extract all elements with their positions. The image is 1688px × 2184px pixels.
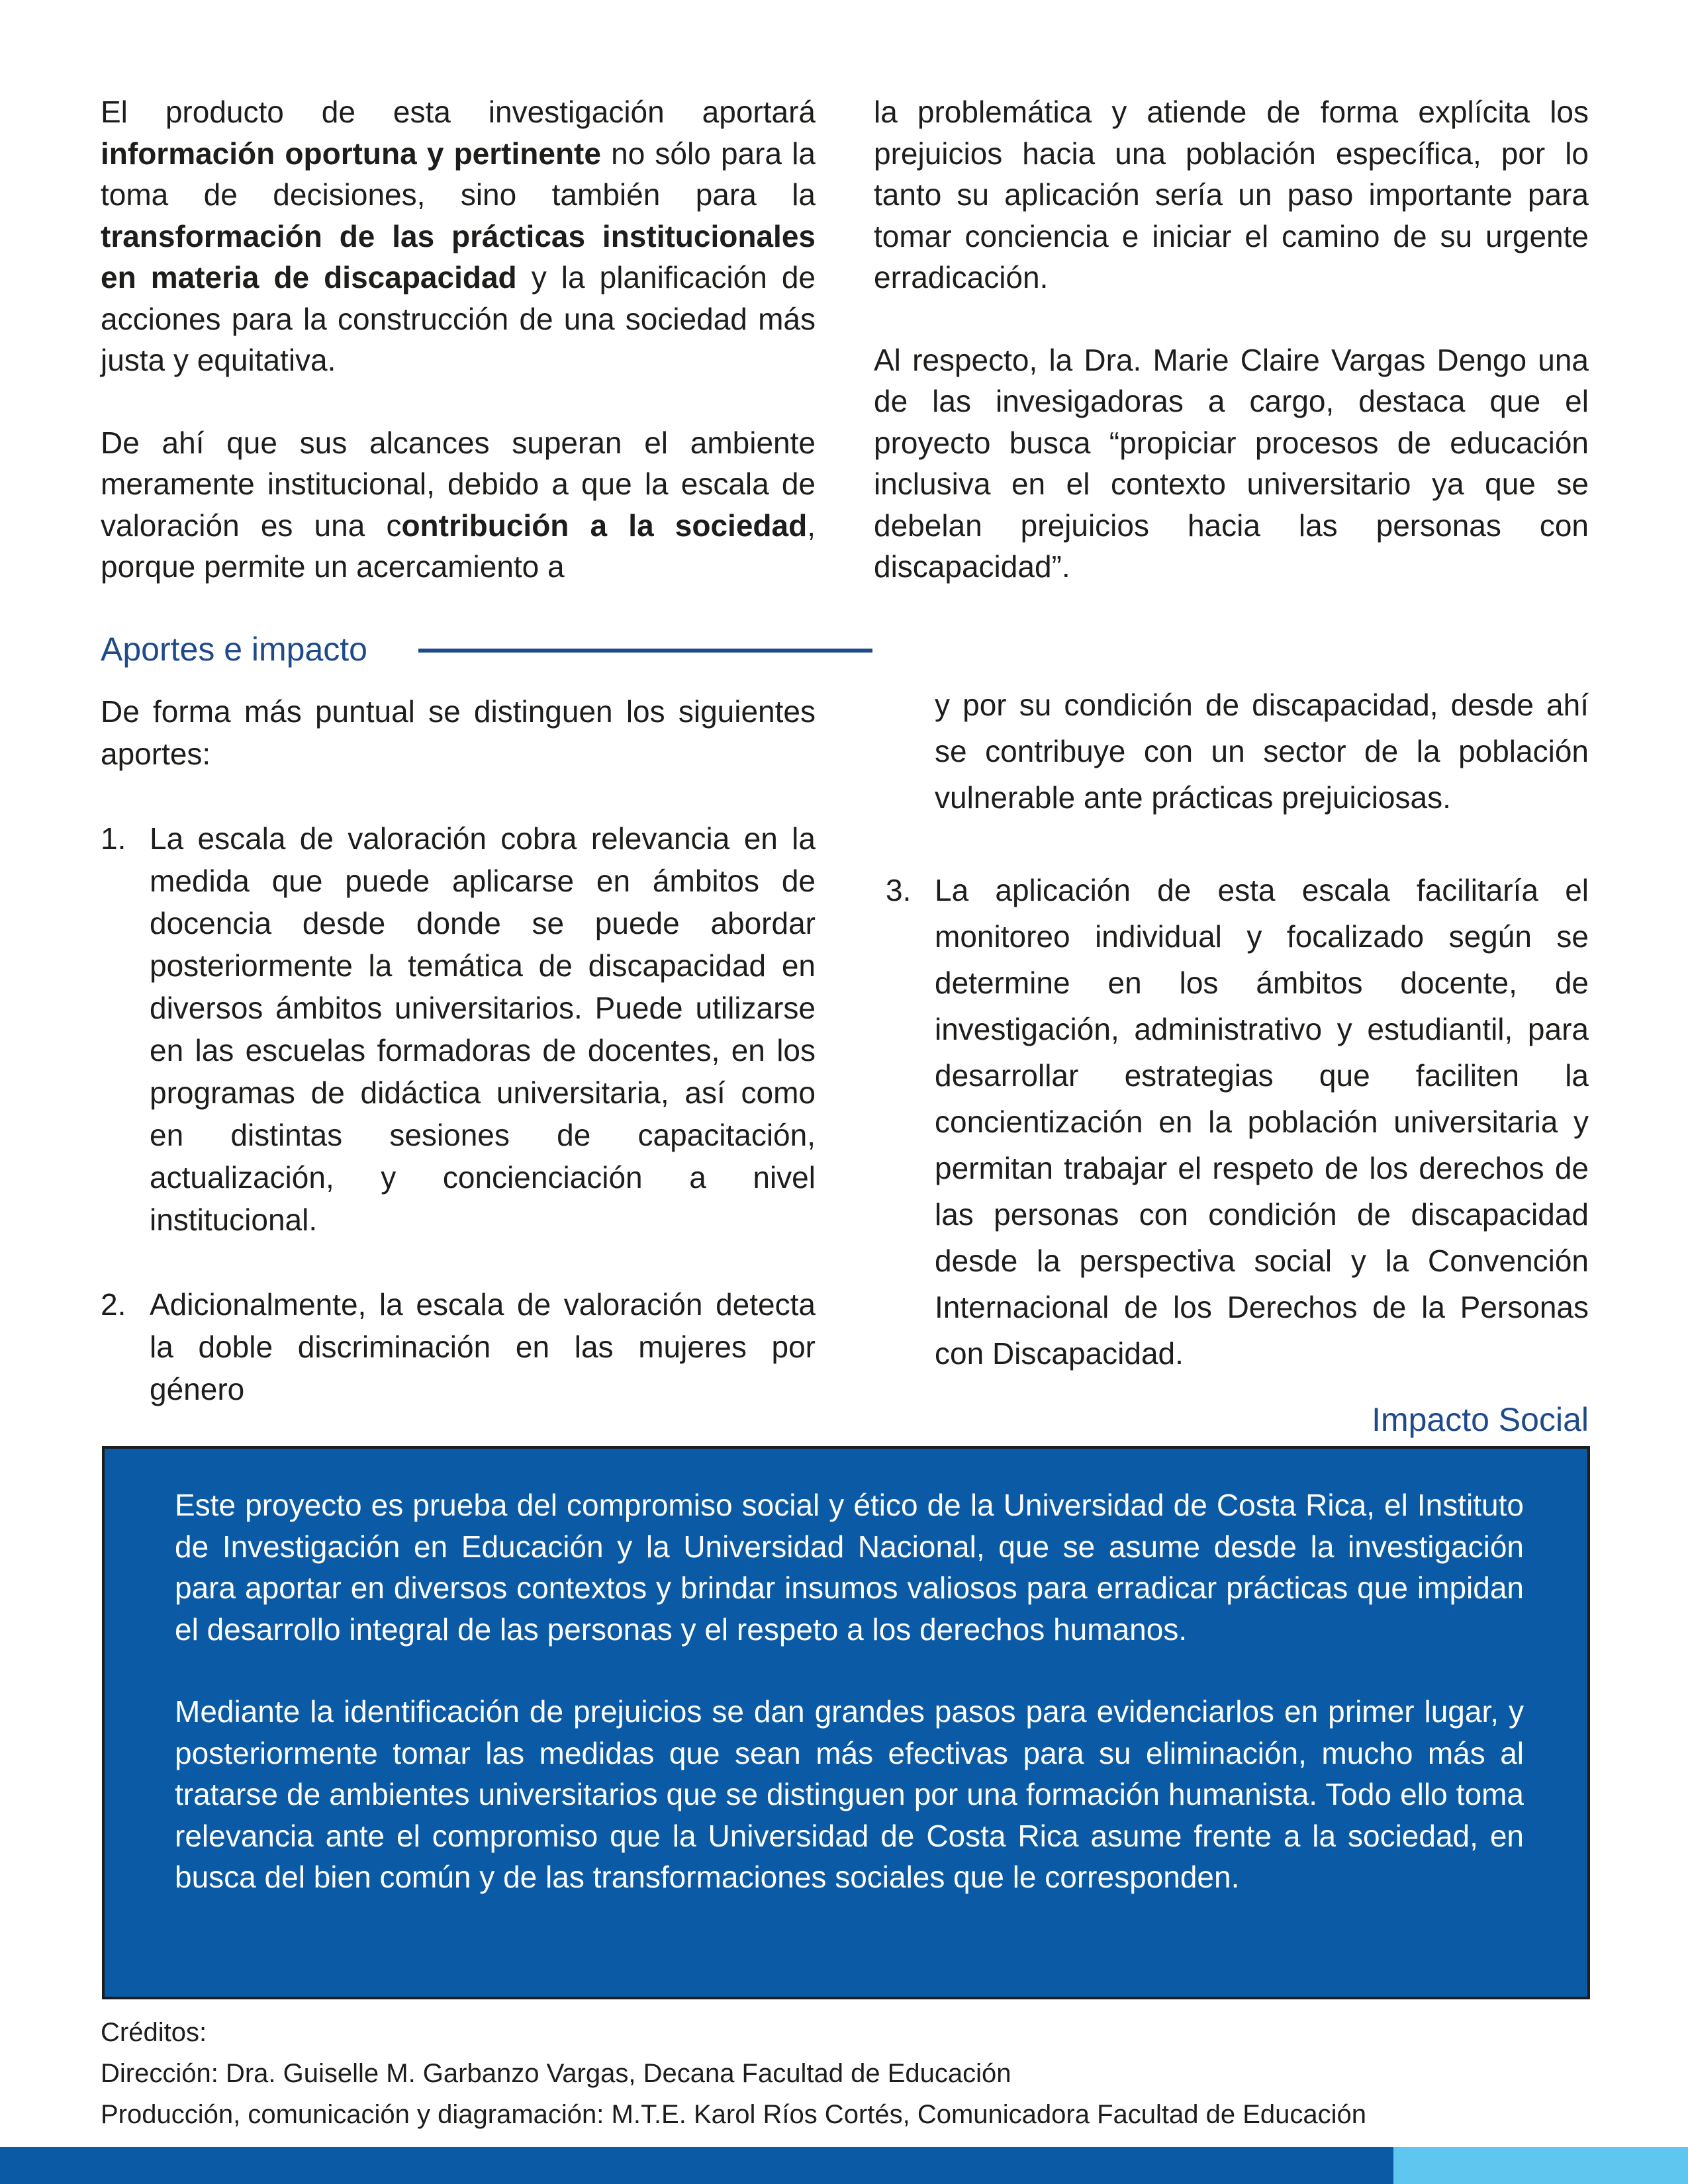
aportes-list [101, 817, 816, 1410]
impact-paragraph-1: Este proyecto es prueba del compromiso social y ético de la Universidad de Costa Rica, el Instituto de Investigación en Educación y la Universidad Nacional, que se asume desde la investigación para aportar en diversos contextos y brindar insumos valiosos para erradicar prácticas que impidan el desarrollo integral de las personas y el respeto a los derechos humanos. [175, 1488, 1524, 1647]
intro-right-column [874, 91, 1589, 588]
aporte-text: La escala de valoración cobra relevancia en la medida que puede aplicarse en ámbitos de docencia desde donde se puede abordar posteriormente la temática de discapacidad en diversos ámbitos universitarios. Puede utilizarse en las escuelas formadoras de docentes, en los programas de didáctica universitaria, así como en distintas sesiones de capacitación, actualización, y concienciación a nivel institucional. [150, 821, 816, 1237]
aporte-text: Adicionalmente, la escala de valoración detecta la doble discriminación en las mujeres por género [150, 1287, 816, 1406]
intro-left-column [101, 91, 816, 588]
credits-produccion: Producción, comunicación y diagramación: M.T.E. Karol Ríos Cortés, Comunicadora Facultad de Educación [101, 2100, 1367, 2129]
footer-accent [1393, 2147, 1688, 2184]
impact-title: Impacto Social [1372, 1401, 1589, 1438]
aportes-left-column [101, 690, 816, 1410]
aporte-text: La aplicación de esta escala facilitaría el monitoreo individual y focalizado según se determine en los ámbitos docente, de investigación, administrativo y estudiantil, para desarrollar estrategias que faciliten la concientización en la población universitaria y permitan trabajar el respeto de los derechos de las personas con condición de discapacidad desde la perspectiva social y la Convención Internacional de los Derechos de la Personas con Discapacidad. [935, 873, 1589, 1371]
aportes-list-continued [855, 867, 1589, 1377]
aporte-number: 3. [886, 873, 912, 907]
footer-bar [0, 2147, 1393, 2184]
intro-paragraph-1: El producto de esta investigación aportará información oportuna y pertinente no sólo para la toma de decisiones, sino también para la transformación de las prácticas institucionales en materia de discapacidad y la planificación de acciones para la construcción de una sociedad más justa y equitativa. [101, 95, 816, 377]
intro-paragraph-3: la problemática y atiende de forma explícita los prejuicios hacia una población específica, por lo tanto su aplicación sería un paso importante para tomar conciencia e iniciar el camino de su urgente erradicación. [874, 95, 1589, 295]
aporte-item-2 [101, 1283, 816, 1410]
impact-box [102, 1446, 1590, 1999]
aporte-item-3 [855, 867, 1589, 1377]
heading-rule [418, 649, 872, 653]
credits-direccion: Dirección: Dra. Guiselle M. Garbanzo Vargas, Decana Facultad de Educación [101, 2059, 1011, 2088]
aportes-right-column [855, 682, 1589, 1377]
section-heading-aportes: Aportes e impacto [101, 631, 367, 668]
impact-paragraph-2: Mediante la identificación de prejuicios se dan grandes pasos para evidenciarlos en primer lugar, y posteriormente tomar las medidas que sean más efectivas para su eliminación, mucho más al tratarse de ambientes universitarios que se distinguen por una formación humanista. Todo ello toma relevancia ante el compromiso que la Universidad de Costa Rica asume frente a la sociedad, en busca del bien común y de las transformaciones sociales que le corresponden. [175, 1694, 1524, 1894]
credits [101, 2012, 1366, 2135]
intro-paragraph-2: De ahí que sus alcances superan el ambiente meramente institucional, debido a que la escala de valoración es una contribución a la sociedad, porque permite un acercamiento a [101, 425, 816, 584]
intro-paragraph-4: Al respecto, la Dra. Marie Claire Vargas Dengo una de las invesigadoras a cargo, destaca que el proyecto busca “propiciar procesos de educación inclusiva en el contexto universitario ya que se debelan prejuicios hacia las personas con discapacidad”. [874, 342, 1589, 584]
aporte-number: 1. [101, 821, 126, 856]
aporte-item-1 [101, 817, 816, 1241]
aporte-item-2-continuation: y por su condición de discapacidad, desde ahí se contribuye con un sector de la población vulnerable ante prácticas prejuiciosas. [935, 688, 1589, 815]
aporte-number: 2. [101, 1287, 126, 1322]
credits-label: Créditos: [101, 2018, 207, 2047]
aportes-intro: De forma más puntual se distinguen los siguientes aportes: [101, 694, 816, 771]
